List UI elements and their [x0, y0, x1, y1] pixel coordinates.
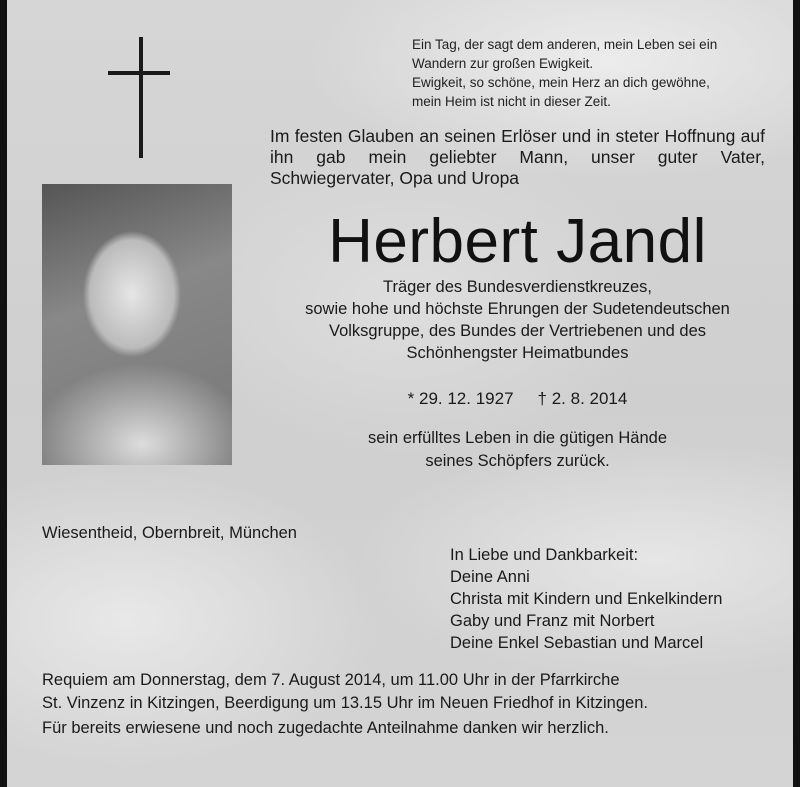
- honors-line: Träger des Bundesverdienstkreuzes,: [382, 278, 653, 296]
- requiem-line: Requiem am Donnerstag, dem 7. August 2014, um 11.00 Uhr in der Pfarrkirche: [42, 671, 620, 689]
- quote-line: Ewigkeit, so schöne, mein Herz an dich gewöhne,: [412, 75, 710, 90]
- mourner: Christa mit Kindern und Enkelkindern: [450, 590, 723, 608]
- mourners-heading: In Liebe und Dankbarkeit:: [450, 546, 639, 564]
- honors-line: Schönhengster Heimatbundes: [406, 344, 629, 362]
- cross-icon-bar: [108, 71, 170, 75]
- mourners-list: [450, 544, 722, 654]
- portrait-photo: [42, 184, 232, 465]
- mourner: Deine Enkel Sebastian und Marcel: [450, 634, 704, 652]
- quote-line: Ein Tag, der sagt dem anderen, mein Leben sei ein: [412, 37, 718, 52]
- intro-text: Im festen Glauben an seinen Erlöser und in steter Hoffnung auf ihn gab mein geliebter Mann, unser guter Vater, Schwiegervater, Opa und Uropa: [270, 126, 765, 188]
- quote-line: Wandern zur großen Ewigkeit.: [412, 56, 594, 71]
- poem-quote: [412, 35, 717, 111]
- mourner: Gaby und Franz mit Norbert: [450, 612, 655, 630]
- thanks-line: Für bereits erwiesene und noch zugedachte Anteilnahme danken wir herzlich.: [42, 719, 609, 737]
- quote-line: mein Heim ist nicht in dieser Zeit.: [412, 94, 611, 109]
- honors-line: sowie hohe und höchste Ehrungen der Sudetendeutschen: [305, 300, 730, 318]
- closing-text: [270, 427, 765, 473]
- obituary-notice: [7, 0, 793, 787]
- honors: [260, 276, 775, 364]
- deceased-name: Herbert Jandl: [328, 207, 707, 276]
- honors-line: Volksgruppe, des Bundes der Vertriebenen und des: [328, 322, 707, 340]
- places: Wiesentheid, Obernbreit, München: [42, 524, 297, 542]
- closing-line: seines Schöpfers zurück.: [425, 452, 610, 470]
- cross-icon: [139, 37, 143, 158]
- requiem-line: St. Vinzenz in Kitzingen, Beerdigung um 13.15 Uhr im Neuen Friedhof in Kitzingen.: [42, 694, 648, 712]
- life-dates: [270, 388, 765, 410]
- death-date: † 2. 8. 2014: [537, 389, 628, 408]
- closing-line: sein erfülltes Leben in die gütigen Hände: [367, 429, 668, 447]
- requiem-info: [42, 669, 648, 740]
- mourner: Deine Anni: [450, 568, 530, 586]
- birth-date: * 29. 12. 1927: [407, 389, 514, 408]
